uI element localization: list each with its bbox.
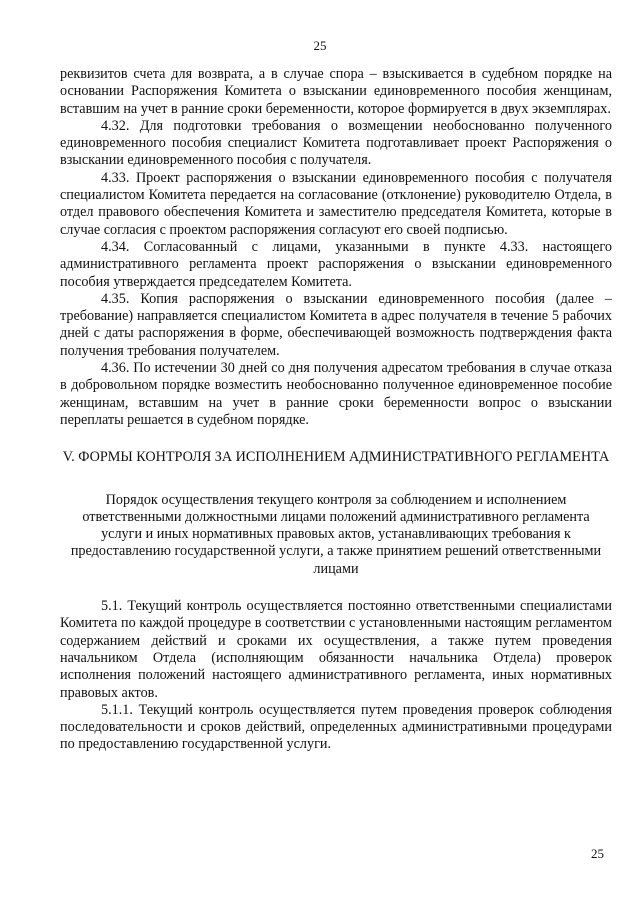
section-subheading: Порядок осуществления текущего контроля за соблюдением и исполнением ответственными должностными лицами положений административного регламента услуги и иных нормативных правовых актов, устанавливающих требования к предоставлению государственной услуги, а также принятием решений ответственными лицами [70, 491, 602, 577]
paragraph-4-35: 4.35. Копия распоряжения о взыскании единовременного пособия (далее – требование) направляется специалистом Комитета в адрес получателя в течение 5 рабочих дней с даты распоряжения в форме, обеспечивающей возможность подтверждения факта получения требования получателем. [60, 290, 612, 359]
paragraph-continuation: реквизитов счета для возврата, а в случае спора – взыскивается в судебном порядке на основании Распоряжения Комитета о взыскании единовременного пособия женщинам, вставшим на учет в ранние сроки беременности, которое формируется в двух экземплярах. [60, 66, 612, 117]
paragraph-5-1: 5.1. Текущий контроль осуществляется постоянно ответственными специалистами Комитета по каждой процедуре в соответствии с установленными настоящим регламентом содержанием действий и сроками их осуществления, а также путем проведения начальником Отдела (исполняющим обязанности начальника Отдела) проверок исполнения положений настоящего административного регламента, иных нормативных правовых актов. [60, 598, 612, 701]
page-number-top: 25 [313, 38, 327, 53]
paragraph-4-33: 4.33. Проект распоряжения о взыскании единовременного пособия с получателя специалистом Комитета передается на согласование (отклонение) руководителю Отдела, в отдел правового обеспечения Комитета и заместителю председателя Комитета, которые в случае согласия с проектом распоряжения согласуют его своей подписью. [60, 169, 612, 238]
paragraph-4-34: 4.34. Согласованный с лицами, указанными в пункте 4.33. настоящего административного регламента проект распоряжения о взыскании единовременного пособия утверждается председателем Комитета. [60, 238, 612, 290]
section-heading: V. ФОРМЫ КОНТРОЛЯ ЗА ИСПОЛНЕНИЕМ АДМИНИСТРАТИВНОГО РЕГЛАМЕНТА [62, 449, 610, 466]
paragraph-5-1-1: 5.1.1. Текущий контроль осуществляется путем проведения проверок соблюдения последовательности и сроков действий, определенных административными процедурами по предоставлению государственной услуги. [60, 701, 612, 753]
page-number-bottom: 25 [591, 846, 604, 861]
paragraph-4-32: 4.32. Для подготовки требования о возмещении необоснованно полученного единовременного пособия специалист Комитета подготавливает проект Распоряжения о взыскании единовременного пособия с получателя. [60, 117, 612, 169]
document-body [60, 66, 612, 754]
paragraph-4-36: 4.36. По истечении 30 дней со дня получения адресатом требования в случае отказа в добровольном порядке возместить необоснованно полученное единовременное пособие женщинам, вставшим на учет в ранние сроки беременности вопрос о взыскании переплаты решается в судебном порядке. [60, 360, 612, 428]
